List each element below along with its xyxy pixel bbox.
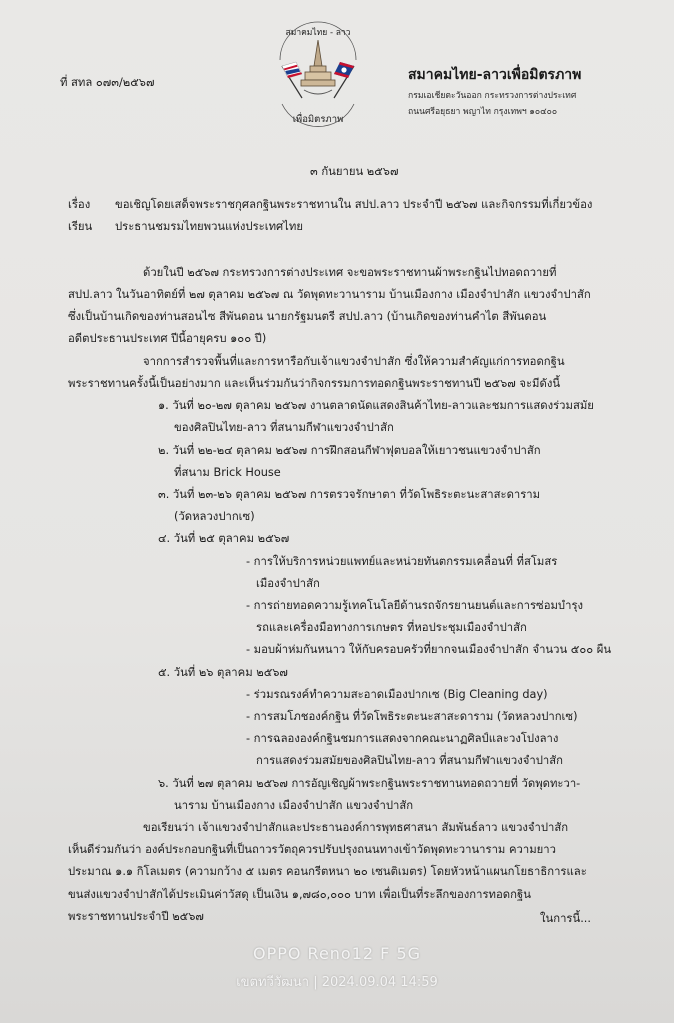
organization-address: ถนนศรีอยุธยา พญาไท กรุงเทพฯ ๑๐๔๐๐ <box>408 107 558 117</box>
body-line: ของศิลปินไทย-ลาว ที่สนามกีฬาแขวงจำปาสัก <box>174 421 394 434</box>
body-line: ๕. วันที่ ๒๖ ตุลาคม ๒๕๖๗ <box>158 666 288 679</box>
subject-label: เรื่อง <box>68 198 91 211</box>
subject-text: ขอเชิญโดยเสด็จพระราชกุศลกฐินพระราชทานใน สปป.ลาว ประจำปี ๒๕๖๗ และกิจกรรมที่เกี่ยวข้อง <box>115 198 593 211</box>
body-line: ด้วยในปี ๒๕๖๗ กระทรวงการต่างประเทศ จะขอพระราชทานผ้าพระกฐินไปทอดถวายที่ <box>143 266 557 279</box>
body-line: ประมาณ ๑.๑ กิโลเมตร (ความกว้าง ๕ เมตร คอนกรีตหนา ๒๐ เซนติเมตร) โดยหัวหน้าแผนกโยธาธิการและ <box>68 865 587 878</box>
body-line: ๑. วันที่ ๒๐-๒๗ ตุลาคม ๒๕๖๗ งานตลาดนัดแสดงสินค้าไทย-ลาวและชมการแสดงร่วมสมัย <box>158 399 594 412</box>
body-line: ๔. วันที่ ๒๕ ตุลาคม ๒๕๖๗ <box>158 532 290 545</box>
body-line: ๒. วันที่ ๒๒-๒๔ ตุลาคม ๒๕๖๗ การฝึกสอนกีฬาฟุตบอลให้เยาวชนแขวงจำปาสัก <box>158 444 541 457</box>
body-line: - ร่วมรณรงค์ทำความสะอาดเมืองปากเซ (Big Cleaning day) <box>246 688 548 701</box>
recipient-label: เรียน <box>68 220 93 233</box>
body-line: ขนส่งแขวงจำปาสักได้ประเมินค่าวัสดุ เป็นเงิน ๑,๗๘๐,๐๐๐ บาท เพื่อเป็นที่ระลึกของการทอดกฐิน <box>68 888 531 901</box>
body-line: นาราม บ้านเมืองกาง เมืองจำปาสัก แขวงจำปาสัก <box>174 799 414 812</box>
camera-watermark-location-time: เขตทวีวัฒนา | 2024.09.04 14:59 <box>236 975 438 990</box>
logo-top-text: สมาคมไทย - ลาว <box>285 28 351 38</box>
body-line: - การถ่ายทอดความรู้เทคโนโลยีด้านรถจักรยานยนต์และการซ่อมบำรุง <box>246 599 584 612</box>
body-line: - การฉลององค์กฐินชมการแสดงจากคณะนาฏศิลป์และวงโปงลาง <box>246 732 559 745</box>
body-line: อดีตประธานประเทศ ปีนี้อายุครบ ๑๐๐ ปี) <box>68 332 267 345</box>
body-line: สปป.ลาว ในวันอาทิตย์ที่ ๒๗ ตุลาคม ๒๕๖๗ ณ วัดพุดทะวานาราม บ้านเมืองกาง เมืองจำปาสัก แขวงจำปาสัก <box>68 288 591 301</box>
body-line: - มอบผ้าห่มกันหนาว ให้กับครอบครัวที่ยากจนเมืองจำปาสัก จำนวน ๕๐๐ ผืน <box>246 643 612 656</box>
thai-flag-icon <box>282 62 302 98</box>
body-line: (วัดหลวงปากเซ) <box>174 510 255 523</box>
organization-department: กรมเอเชียตะวันออก กระทรวงการต่างประเทศ <box>408 91 577 101</box>
body-line: จากการสำรวจพื้นที่และการหารือกับเจ้าแขวงจำปาสัก ซึ่งให้ความสำคัญแก่การทอดกฐิน <box>143 355 565 368</box>
closing-text: ในการนี้... <box>540 912 591 925</box>
logo-bottom-text: เพื่อมิตรภาพ <box>292 114 344 125</box>
body-line: เห็นดีร่วมกันว่า องค์ประกอบกฐินที่เป็นถาวรวัตถุควรปรับปรุงถนนทางเข้าวัดพุดทะวานาราม ความยาว <box>68 843 556 856</box>
reference-number: ที่ สทล ๐๗๓/๒๕๖๗ <box>60 76 155 89</box>
lao-flag-icon <box>334 62 354 98</box>
body-line: - การให้บริการหน่วยแพทย์และหน่วยทันตกรรมเคลื่อนที่ ที่สโมสร <box>246 555 558 568</box>
body-line: ๖. วันที่ ๒๗ ตุลาคม ๒๕๖๗ การอัญเชิญผ้าพระกฐินพระราชทานทอดถวายที่ วัดพุดทะวา- <box>158 777 581 790</box>
body-line: ขอเรียนว่า เจ้าแขวงจำปาสักและประธานองค์การพุทธศาสนา สัมพันธ์ลาว แขวงจำปาสัก <box>143 821 569 834</box>
association-logo <box>268 20 368 128</box>
recipient-text: ประธานชมรมไทยพวนแห่งประเทศไทย <box>115 220 303 233</box>
body-line: การแสดงร่วมสมัยของศิลปินไทย-ลาว ที่สนามกีฬาแขวงจำปาสัก <box>256 754 563 767</box>
body-line: ที่สนาม Brick House <box>174 466 281 479</box>
body-line: รถและเครื่องมือทางการเกษตร ที่หอประชุมเมืองจำปาสัก <box>256 621 527 634</box>
body-line: ๓. วันที่ ๒๓-๒๖ ตุลาคม ๒๕๖๗ การตรวจรักษาตา ที่วัดโพธิระตะนะสาสะดาราม <box>158 488 541 501</box>
body-line: ซึ่งเป็นบ้านเกิดของท่านสอนไซ สีพันดอน นายกรัฐมนตรี สปป.ลาว (บ้านเกิดของท่านคำไต สีพันดอน <box>68 310 547 323</box>
letter-date: ๓ กันยายน ๒๕๖๗ <box>310 165 399 178</box>
body-line: พระราชทานครั้งนี้เป็นอย่างมาก และเห็นร่วมกันว่ากิจกรรมการทอดกฐินพระราชทานปี ๒๕๖๗ จะมีดังนี้ <box>68 377 561 390</box>
organization-name: สมาคมไทย-ลาวเพื่อมิตรภาพ <box>408 67 582 83</box>
stupa-icon <box>301 40 335 94</box>
body-line: พระราชทานประจำปี ๒๕๖๗ <box>68 910 204 923</box>
camera-watermark-device: OPPO Reno12 F 5G <box>252 944 422 963</box>
body-line: - การสมโภชองค์กฐิน ที่วัดโพธิระตะนะสาสะดาราม (วัดหลวงปากเซ) <box>246 710 578 723</box>
body-line: เมืองจำปาสัก <box>256 577 320 590</box>
